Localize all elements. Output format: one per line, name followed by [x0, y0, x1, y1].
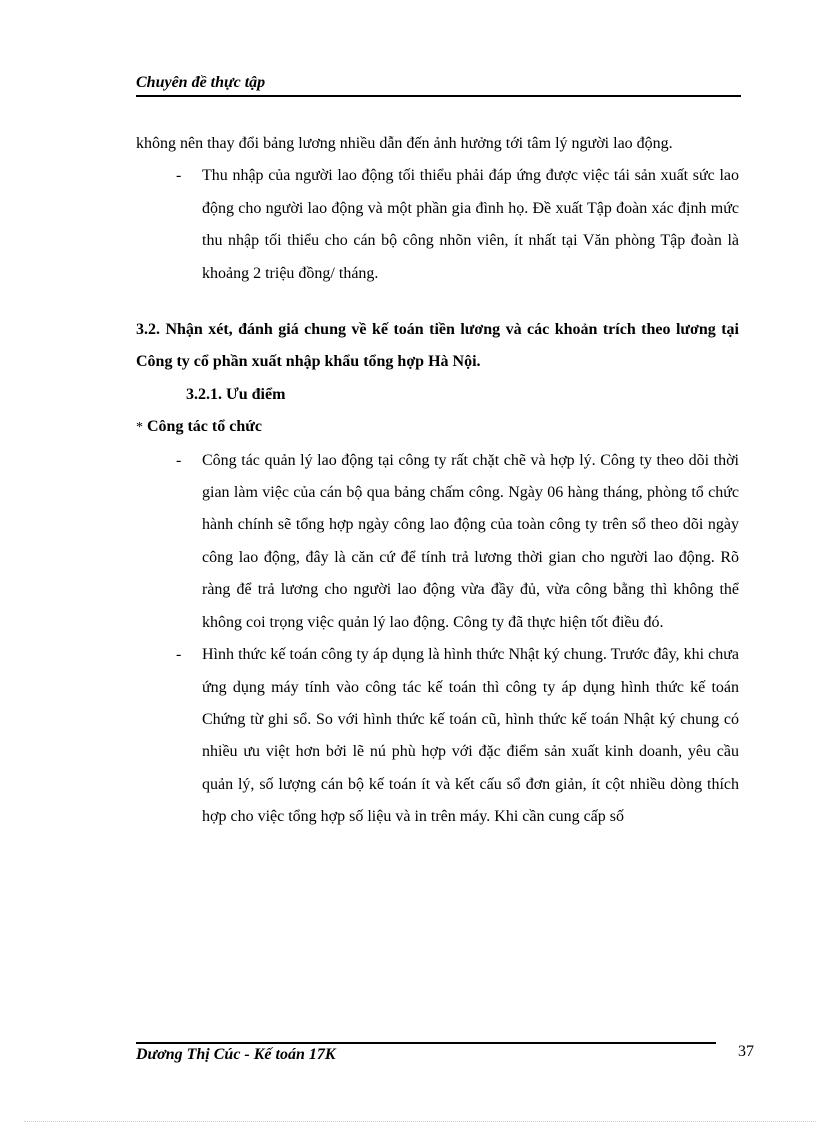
bullet-text: Công tác quản lý lao động tại công ty rất chặt chẽ và hợp lý. Công ty theo dõi thời gian làm việc của cán bộ qua bảng chấm công. Ngày 06 hàng tháng, phòng tổ chức hành chính sẽ tổng hợp ngày công lao động của toàn công ty trên sổ theo dõi ngày công lao động, đây là căn cứ để tính trả lương thời gian cho người lao động. Rõ ràng để trả lương cho người lao động vừa đầy đủ, vừa công bằng thì không thể không coi trọng việc quản lý lao động. Công ty đã thực hiện tốt điều đó. [202, 451, 739, 631]
footer-divider [136, 1042, 716, 1044]
subsection2-heading-line [136, 411, 739, 444]
footer-author: Dương Thị Cúc - Kế toán 17K [136, 1046, 336, 1063]
intro-paragraph: không nên thay đổi bảng lương nhiều dẫn đến ảnh hưởng tới tâm lý người lao động. [136, 135, 673, 152]
document-body [136, 128, 739, 834]
intro-bullet-item [136, 160, 739, 290]
page-number: 37 [738, 1043, 754, 1060]
subsection-heading: 3.2.1. Ưu điểm [186, 385, 286, 403]
bullet-item [136, 445, 739, 639]
bullet-dash: - [176, 451, 182, 469]
header-divider [136, 95, 741, 97]
page-header-title: Chuyên đề thực tập [136, 74, 266, 91]
bullet-dash: - [176, 167, 182, 185]
star-marker: * [136, 420, 143, 436]
bullet-text: Hình thức kế toán công ty áp dụng là hình thức Nhật ký chung. Trước đây, khi chưa ứng dụng máy tính vào công tác kế toán thì công ty áp dụng hình thức kế toán Chứng từ ghi sổ. So với hình thức kế toán cũ, hình thức kế toán Nhật ký chung có nhiều ưu việt hơn bởi lẽ nú phù hợp với đặc điểm sản xuất kinh doanh, yêu cầu quản lý, số lượng cán bộ kế toán ít và kết cấu sổ đơn giản, ít cột nhiều dòng thích hợp cho việc tổng hợp số liệu và in trên máy. Khi cần cung cấp số [202, 646, 739, 826]
page-edge-dots [24, 1121, 816, 1122]
bullet-item [136, 639, 739, 833]
section-heading: 3.2. Nhận xét, đánh giá chung về kế toán tiền lương và các khoản trích theo lương tại Công ty cổ phần xuất nhập khẩu tổng hợp Hà Nội. [136, 321, 739, 371]
intro-bullet-text: Thu nhập của người lao động tối thiểu phải đáp ứng được việc tái sản xuất sức lao động cho người lao động và một phần gia đình họ. Đề xuất Tập đoàn xác định mức thu nhập tối thiểu cho cán bộ công nhõn viên, ít nhất tại Văn phòng Tập đoàn là khoảng 2 triệu đồng/ tháng. [202, 167, 739, 282]
bullet-dash: - [176, 646, 182, 664]
subsection2-heading: Công tác tổ chức [147, 418, 262, 436]
